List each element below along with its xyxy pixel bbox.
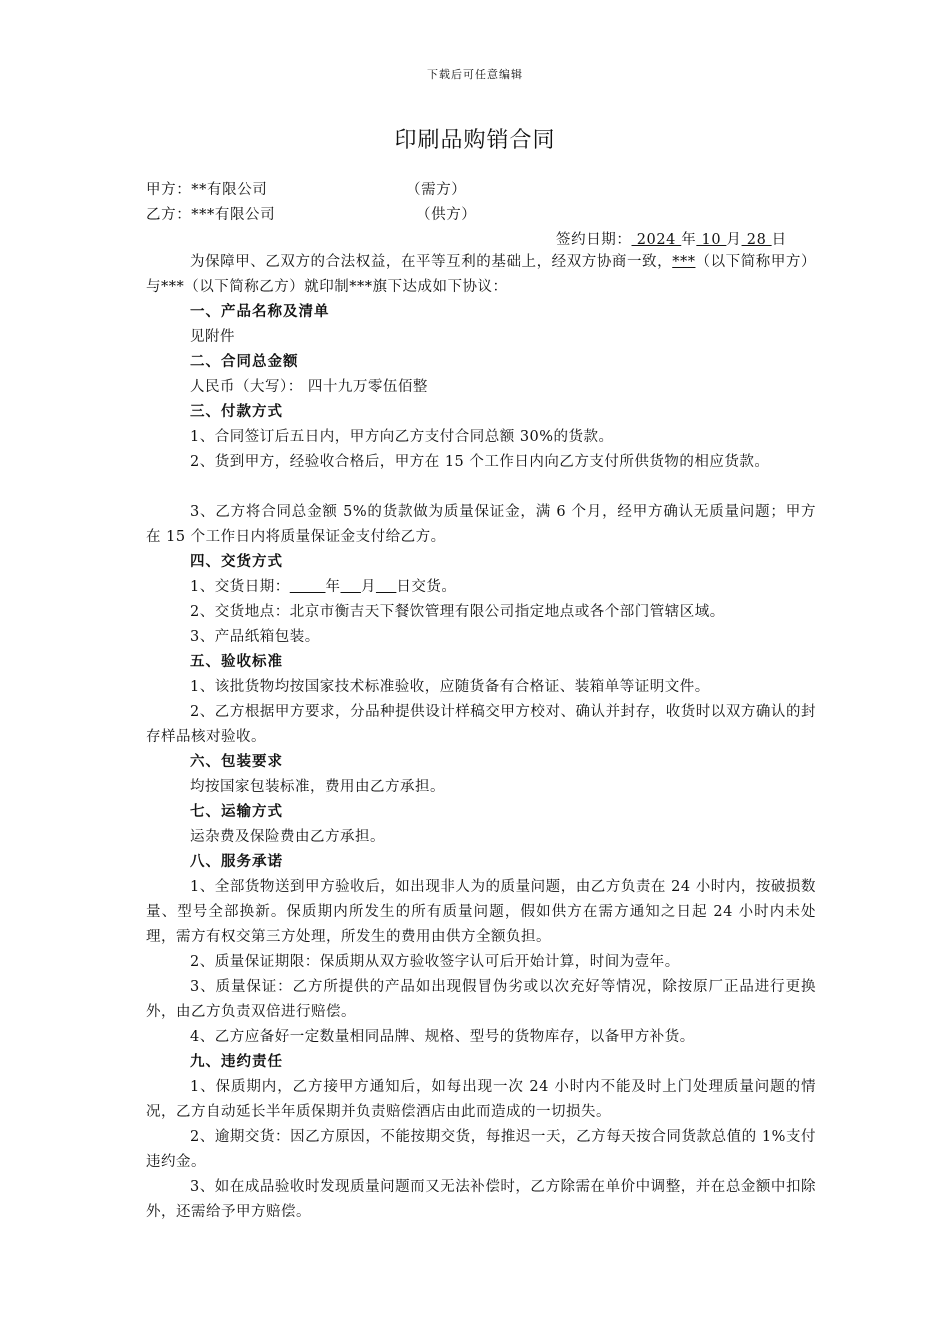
section-9-item-3: 3、如在成品验收时发现质量问题而又无法补偿时，乙方除需在单价中调整，并在总金额中扣除外，还需给予甲方赔偿。 (146, 1179, 816, 1220)
sign-date (556, 228, 787, 249)
intro-paragraph (146, 250, 816, 300)
section-3-item-2: 2、货到甲方，经验收合格后，甲方在 15 个工作日内向乙方支付所供货物的相应货款。 (190, 454, 770, 470)
section-4-heading: 四、交货方式 (190, 554, 283, 570)
party-a-role: （需方） (406, 182, 467, 198)
section-5-heading: 五、验收标准 (190, 654, 283, 670)
section-9-item-2: 2、逾期交货：因乙方原因，不能按期交货，每推迟一天，乙方每天按合同货款总值的 1%支付违约金。 (146, 1129, 816, 1170)
delivery-day-blank (376, 579, 396, 595)
section-1-heading: 一、产品名称及清单 (190, 304, 330, 320)
party-a-line (146, 178, 267, 199)
section-3-heading: 三、付款方式 (190, 404, 283, 420)
sign-date-day-unit: 日 (771, 232, 787, 248)
party-b-line (146, 203, 275, 224)
section-6-text: 均按国家包装标准，费用由乙方承担。 (190, 779, 445, 795)
sign-date-year-unit: 年 (681, 232, 697, 248)
intro-part2: （以下简称甲方）与***（以下简称乙方）就印制***旗下达成如下协议： (146, 254, 817, 295)
party-b-role: （供方） (416, 207, 477, 223)
section-5-item-1: 1、该批货物均按国家技术标准验收，应随货备有合格证、装箱单等证明文件。 (190, 679, 710, 695)
section-8-item-4: 4、乙方应备好一定数量相同品牌、规格、型号的货物库存，以备甲方补货。 (190, 1029, 695, 1045)
section-7-heading: 七、运输方式 (190, 804, 283, 820)
section-6-heading: 六、包装要求 (190, 754, 283, 770)
party-b-label: 乙方：***有限公司 (146, 207, 276, 223)
delivery-month-blank (341, 579, 361, 595)
section-3-item-1: 1、合同签订后五日内，甲方向乙方支付合同总额 30%的货款。 (190, 429, 614, 445)
blank-line (146, 475, 816, 500)
sign-date-month-unit: 月 (726, 232, 742, 248)
delivery-year-unit: 年 (325, 579, 341, 595)
delivery-month-unit: 月 (360, 579, 376, 595)
section-8-item-3: 3、质量保证：乙方所提供的产品如出现假冒伪劣或以次充好等情况，除按原厂正品进行更换外，由乙方负责双倍进行赔偿。 (146, 979, 816, 1020)
sign-date-day: 28 (741, 232, 772, 248)
delivery-date-suffix: 日交货。 (396, 579, 457, 595)
section-7-text: 运杂费及保险费由乙方承担。 (190, 829, 385, 845)
party-a-label: 甲方：**有限公司 (146, 182, 268, 198)
section-8-item-2: 2、质量保证期限：保质期从双方验收签字认可后开始计算，时间为壹年。 (190, 954, 680, 970)
section-9-item-1: 1、保质期内，乙方接甲方通知后，如每出现一次 24 小时内不能及时上门处理质量问题的情况，乙方自动延长半年质保期并负责赔偿酒店由此而造成的一切损失。 (146, 1079, 816, 1120)
section-2-heading: 二、合同总金额 (190, 354, 299, 370)
section-4-item-3: 3、产品纸箱包装。 (190, 629, 320, 645)
header-note: 下载后可任意编辑 (427, 68, 523, 81)
sign-date-label: 签约日期： (556, 232, 632, 248)
section-9-heading: 九、违约责任 (190, 1054, 283, 1070)
section-2-text: 人民币（大写）： 四十九万零伍佰整 (190, 379, 428, 395)
delivery-date-prefix: 1、交货日期： (190, 579, 290, 595)
section-3-item-3: 3、乙方将合同总金额 5%的货款做为质量保证金，满 6 个月，经甲方确认无质量问题；甲方在 15 个工作日内将质量保证金支付给乙方。 (146, 504, 816, 545)
delivery-year-blank (290, 579, 326, 595)
document-title: 印刷品购销合同 (394, 128, 556, 153)
section-1-text: 见附件 (190, 329, 235, 345)
contract-body (146, 250, 816, 1225)
section-8-heading: 八、服务承诺 (190, 854, 283, 870)
section-8-item-1: 1、全部货物送到甲方验收后，如出现非人为的质量问题，由乙方负责在 24 小时内，按破损数量、型号全部换新。保质期内所发生的所有质量问题，假如供方在需方通知之日起 24 小时内未处理，需方有权交第三方处理，所发生的费用由供方全额负担。 (146, 879, 816, 945)
sign-date-month: 10 (696, 232, 727, 248)
section-4-item-1 (146, 575, 816, 600)
section-5-item-2: 2、乙方根据甲方要求，分品种提供设计样稿交甲方校对、确认并封存，收货时以双方确认的封存样品核对验收。 (146, 704, 816, 745)
section-4-item-2: 2、交货地点：北京市衡吉天下餐饮管理有限公司指定地点或各个部门管辖区域。 (190, 604, 725, 620)
sign-date-year: 2024 (631, 232, 682, 248)
intro-company: *** (672, 254, 696, 270)
intro-part1: 为保障甲、乙双方的合法权益，在平等互利的基础上，经双方协商一致， (190, 254, 673, 270)
